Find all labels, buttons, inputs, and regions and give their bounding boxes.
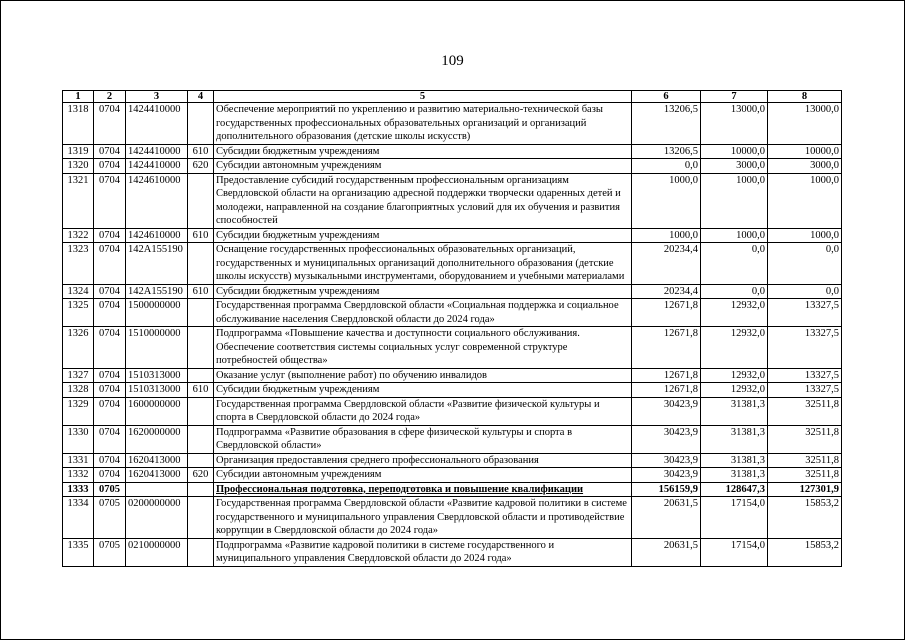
section-code-cell: 0704 (94, 284, 126, 299)
amount-cell-year2: 128647,3 (701, 482, 768, 497)
header-cell: 5 (214, 91, 632, 103)
amount-cell-year3: 15853,2 (768, 538, 842, 566)
amount-cell-year3: 1000,0 (768, 228, 842, 243)
description-cell: Оказание услуг (выполнение работ) по обучению инвалидов (214, 368, 632, 383)
amount-cell-year3: 1000,0 (768, 173, 842, 228)
header-cell: 7 (701, 91, 768, 103)
target-code-cell: 1424610000 (126, 228, 188, 243)
table-row (63, 453, 842, 468)
row-number-cell: 1334 (63, 497, 94, 539)
amount-cell-year2: 31381,3 (701, 453, 768, 468)
target-code-cell: 1510000000 (126, 327, 188, 369)
table-row (63, 482, 842, 497)
amount-cell-year1: 12671,8 (632, 368, 701, 383)
target-code-cell: 1510313000 (126, 383, 188, 398)
expense-type-cell: 610 (188, 284, 214, 299)
amount-cell-year3: 13327,5 (768, 368, 842, 383)
target-code-cell: 1500000000 (126, 299, 188, 327)
expense-type-cell (188, 497, 214, 539)
description-cell: Профессиональная подготовка, переподготовка и повышение квалификации (214, 482, 632, 497)
section-code-cell: 0704 (94, 453, 126, 468)
table-row (63, 327, 842, 369)
description-cell: Субсидии бюджетным учреждениям (214, 144, 632, 159)
expense-type-cell (188, 103, 214, 145)
page-number: 109 (441, 53, 464, 69)
description-cell: Обеспечение мероприятий по укреплению и развитию материально-технической базы государственных профессиональных образовательных организаций и организаций дополнительного образования (детские школы искусств) (214, 103, 632, 145)
amount-cell-year3: 10000,0 (768, 144, 842, 159)
amount-cell-year2: 13000,0 (701, 103, 768, 145)
amount-cell-year1: 12671,8 (632, 299, 701, 327)
amount-cell-year2: 3000,0 (701, 159, 768, 174)
header-cell: 4 (188, 91, 214, 103)
table-row (63, 299, 842, 327)
header-cell: 1 (63, 91, 94, 103)
section-code-cell: 0705 (94, 497, 126, 539)
target-code-cell: 1620413000 (126, 453, 188, 468)
amount-cell-year2: 12932,0 (701, 368, 768, 383)
table-row (63, 397, 842, 425)
row-number-cell: 1332 (63, 468, 94, 483)
amount-cell-year1: 13206,5 (632, 103, 701, 145)
amount-cell-year1: 20631,5 (632, 497, 701, 539)
amount-cell-year2: 31381,3 (701, 397, 768, 425)
row-number-cell: 1326 (63, 327, 94, 369)
row-number-cell: 1324 (63, 284, 94, 299)
budget-table (62, 90, 842, 567)
row-number-cell: 1331 (63, 453, 94, 468)
amount-cell-year1: 30423,9 (632, 453, 701, 468)
amount-cell-year3: 13327,5 (768, 383, 842, 398)
amount-cell-year2: 10000,0 (701, 144, 768, 159)
amount-cell-year3: 32511,8 (768, 468, 842, 483)
amount-cell-year1: 20631,5 (632, 538, 701, 566)
description-cell: Субсидии бюджетным учреждениям (214, 228, 632, 243)
expense-type-cell (188, 368, 214, 383)
section-code-cell: 0704 (94, 299, 126, 327)
section-code-cell: 0704 (94, 397, 126, 425)
section-code-cell: 0704 (94, 103, 126, 145)
expense-type-cell (188, 299, 214, 327)
row-number-cell: 1329 (63, 397, 94, 425)
table-row (63, 159, 842, 174)
section-code-cell: 0704 (94, 159, 126, 174)
expense-type-cell (188, 425, 214, 453)
table-row (63, 497, 842, 539)
description-cell: Оснащение государственных профессиональных образовательных организаций, государственных и муниципальных организаций дополнительного образования (детские школы искусств) музыкальными инструментами, оборудованием и учебными материалами (214, 243, 632, 285)
expense-type-cell (188, 243, 214, 285)
amount-cell-year2: 1000,0 (701, 173, 768, 228)
description-cell: Подпрограмма «Повышение качества и доступности социального обслуживания. Обеспечение соответствия системы социальных услуг современной структуре потребностей общества» (214, 327, 632, 369)
expense-type-cell (188, 397, 214, 425)
header-cell: 8 (768, 91, 842, 103)
description-cell: Подпрограмма «Развитие кадровой политики в системе государственного и муниципального управления Свердловской области до 2024 года» (214, 538, 632, 566)
target-code-cell: 1600000000 (126, 397, 188, 425)
amount-cell-year1: 20234,4 (632, 243, 701, 285)
row-number-cell: 1325 (63, 299, 94, 327)
table-row (63, 538, 842, 566)
section-code-cell: 0705 (94, 538, 126, 566)
amount-cell-year2: 0,0 (701, 243, 768, 285)
table-row (63, 425, 842, 453)
amount-cell-year1: 20234,4 (632, 284, 701, 299)
amount-cell-year3: 13000,0 (768, 103, 842, 145)
target-code-cell: 0210000000 (126, 538, 188, 566)
amount-cell-year1: 0,0 (632, 159, 701, 174)
amount-cell-year3: 0,0 (768, 284, 842, 299)
expense-type-cell (188, 482, 214, 497)
description-cell: Субсидии бюджетным учреждениям (214, 284, 632, 299)
description-cell: Субсидии автономным учреждениям (214, 159, 632, 174)
description-cell: Государственная программа Свердловской области «Развитие кадровой политики в системе государственного и муниципального управления Свердловской области и противодействие коррупции в Свердловской области до 2024 года» (214, 497, 632, 539)
target-code-cell: 0200000000 (126, 497, 188, 539)
amount-cell-year3: 3000,0 (768, 159, 842, 174)
target-code-cell: 1424410000 (126, 159, 188, 174)
expense-type-cell: 610 (188, 383, 214, 398)
row-number-cell: 1327 (63, 368, 94, 383)
expense-type-cell: 610 (188, 228, 214, 243)
header-cell: 6 (632, 91, 701, 103)
amount-cell-year2: 31381,3 (701, 468, 768, 483)
row-number-cell: 1320 (63, 159, 94, 174)
table-row (63, 243, 842, 285)
description-cell: Организация предоставления среднего профессионального образования (214, 453, 632, 468)
section-code-cell: 0704 (94, 243, 126, 285)
target-code-cell (126, 482, 188, 497)
section-code-cell: 0704 (94, 368, 126, 383)
table-row (63, 284, 842, 299)
amount-cell-year2: 12932,0 (701, 383, 768, 398)
expense-type-cell: 610 (188, 144, 214, 159)
row-number-cell: 1335 (63, 538, 94, 566)
description-cell: Субсидии бюджетным учреждениям (214, 383, 632, 398)
amount-cell-year2: 0,0 (701, 284, 768, 299)
amount-cell-year1: 13206,5 (632, 144, 701, 159)
expense-type-cell (188, 173, 214, 228)
amount-cell-year3: 13327,5 (768, 299, 842, 327)
section-code-cell: 0704 (94, 327, 126, 369)
row-number-cell: 1319 (63, 144, 94, 159)
table-row (63, 144, 842, 159)
amount-cell-year3: 0,0 (768, 243, 842, 285)
target-code-cell: 1424410000 (126, 144, 188, 159)
expense-type-cell (188, 538, 214, 566)
section-code-cell: 0704 (94, 383, 126, 398)
row-number-cell: 1328 (63, 383, 94, 398)
target-code-cell: 142A155190 (126, 284, 188, 299)
amount-cell-year1: 30423,9 (632, 468, 701, 483)
table-body (63, 103, 842, 567)
target-code-cell: 142A155190 (126, 243, 188, 285)
amount-cell-year2: 31381,3 (701, 425, 768, 453)
table-row (63, 103, 842, 145)
section-code-cell: 0704 (94, 468, 126, 483)
header-row (63, 91, 842, 103)
target-code-cell: 1620000000 (126, 425, 188, 453)
target-code-cell: 1424410000 (126, 103, 188, 145)
amount-cell-year2: 1000,0 (701, 228, 768, 243)
amount-cell-year1: 1000,0 (632, 228, 701, 243)
section-code-cell: 0704 (94, 228, 126, 243)
section-code-cell: 0704 (94, 144, 126, 159)
row-number-cell: 1322 (63, 228, 94, 243)
header-cell: 2 (94, 91, 126, 103)
amount-cell-year3: 127301,9 (768, 482, 842, 497)
description-cell: Государственная программа Свердловской области «Социальная поддержка и социальное обслуживание населения Свердловской области до 2024 года» (214, 299, 632, 327)
row-number-cell: 1323 (63, 243, 94, 285)
amount-cell-year1: 156159,9 (632, 482, 701, 497)
expense-type-cell: 620 (188, 159, 214, 174)
amount-cell-year3: 15853,2 (768, 497, 842, 539)
row-number-cell: 1321 (63, 173, 94, 228)
amount-cell-year2: 12932,0 (701, 299, 768, 327)
amount-cell-year1: 12671,8 (632, 327, 701, 369)
description-cell: Подпрограмма «Развитие образования в сфере физической культуры и спорта в Свердловской области» (214, 425, 632, 453)
expense-type-cell (188, 327, 214, 369)
target-code-cell: 1620413000 (126, 468, 188, 483)
table-row (63, 173, 842, 228)
amount-cell-year1: 12671,8 (632, 383, 701, 398)
row-number-cell: 1330 (63, 425, 94, 453)
section-code-cell: 0704 (94, 425, 126, 453)
section-code-cell: 0704 (94, 173, 126, 228)
amount-cell-year1: 1000,0 (632, 173, 701, 228)
amount-cell-year3: 32511,8 (768, 425, 842, 453)
table-row (63, 368, 842, 383)
amount-cell-year3: 13327,5 (768, 327, 842, 369)
description-cell: Государственная программа Свердловской области «Развитие физической культуры и спорта в Свердловской области до 2024 года» (214, 397, 632, 425)
header-cell: 3 (126, 91, 188, 103)
amount-cell-year1: 30423,9 (632, 425, 701, 453)
target-code-cell: 1510313000 (126, 368, 188, 383)
row-number-cell: 1333 (63, 482, 94, 497)
amount-cell-year2: 17154,0 (701, 538, 768, 566)
description-cell: Предоставление субсидий государственным профессиональным организациям Свердловской области на организацию адресной поддержки творчески одаренных детей и молодежи, направленной на создание благоприятных условий для их обучения и развития способностей (214, 173, 632, 228)
table-row (63, 383, 842, 398)
amount-cell-year2: 12932,0 (701, 327, 768, 369)
expense-type-cell (188, 453, 214, 468)
amount-cell-year3: 32511,8 (768, 397, 842, 425)
target-code-cell: 1424610000 (126, 173, 188, 228)
expense-type-cell: 620 (188, 468, 214, 483)
amount-cell-year1: 30423,9 (632, 397, 701, 425)
table-row (63, 468, 842, 483)
amount-cell-year3: 32511,8 (768, 453, 842, 468)
amount-cell-year2: 17154,0 (701, 497, 768, 539)
section-code-cell: 0705 (94, 482, 126, 497)
table-row (63, 228, 842, 243)
row-number-cell: 1318 (63, 103, 94, 145)
description-cell: Субсидии автономным учреждениям (214, 468, 632, 483)
